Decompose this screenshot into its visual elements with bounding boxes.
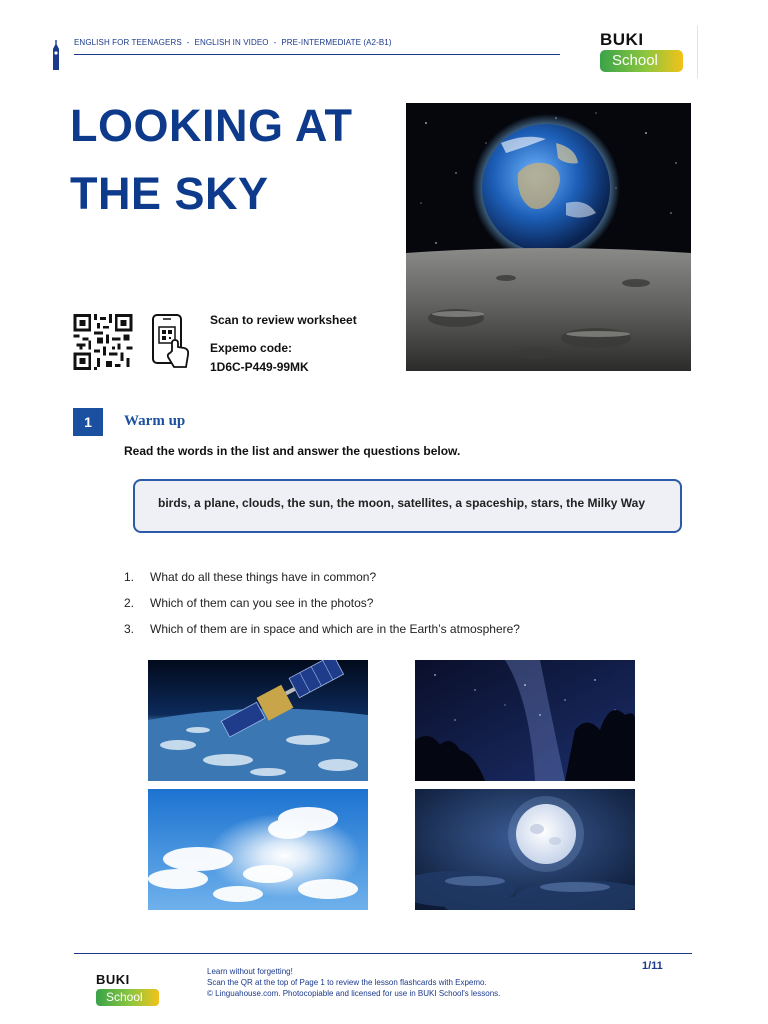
expemo-code-label: Expemo code: — [210, 341, 293, 355]
word-list: birds, a plane, clouds, the sun, the moon, satellites, a spaceship, stars, the Milky Way — [158, 496, 646, 510]
question-text: What do all these things have in common? — [150, 570, 377, 584]
logo-buki-text: BUKI — [600, 30, 644, 49]
big-ben-icon — [50, 40, 62, 70]
buki-school-logo — [600, 30, 683, 72]
question-number: 1. — [124, 570, 135, 584]
satellite-photo — [148, 660, 368, 781]
earth-over-moon-image — [406, 103, 691, 371]
crumb-separator: - — [273, 38, 277, 47]
footer-logo-buki-text: BUKI — [96, 972, 130, 987]
footer-scan-note: Scan the QR at the top of Page 1 to review the lesson flashcards with Expemo. — [207, 978, 487, 987]
question-text: Which of them can you see in the photos? — [150, 596, 374, 610]
question-number: 3. — [124, 622, 135, 636]
header-divider — [74, 54, 560, 55]
question-text: Which of them are in space and which are in the Earth’s atmosphere? — [150, 622, 520, 636]
footer-tagline: Learn without forgetting! — [207, 967, 293, 976]
logo-school-badge: School — [600, 50, 683, 72]
page-number: 1/11 — [642, 960, 663, 972]
breadcrumb — [74, 38, 560, 47]
clouds-sun-photo — [148, 789, 368, 910]
phone-scan-icon — [150, 313, 192, 371]
footer-divider — [74, 953, 692, 954]
word-list-box — [133, 479, 682, 533]
question-item — [124, 596, 520, 622]
crumb-level: PRE-INTERMEDIATE (A2-B1) — [281, 38, 392, 47]
question-item — [124, 622, 520, 648]
crumb-category: ENGLISH IN VIDEO — [194, 38, 269, 47]
instruction-text: Read the words in the list and answer the questions below. — [124, 444, 461, 458]
page-title — [70, 92, 390, 228]
title-line-2: THE SKY — [70, 168, 269, 219]
section-number: 1 — [73, 408, 103, 436]
section-title: Warm up — [124, 413, 186, 429]
scan-label: Scan to review worksheet — [210, 313, 357, 327]
question-item — [124, 570, 520, 596]
footer-buki-school-logo — [96, 972, 159, 1006]
crumb-course: ENGLISH FOR TEENAGERS — [74, 38, 182, 47]
crumb-separator: - — [186, 38, 190, 47]
header-vertical-divider — [697, 26, 698, 78]
expemo-code: 1D6C-P449-99MK — [210, 360, 309, 374]
title-line-1: LOOKING AT — [70, 100, 353, 151]
milky-way-photo — [415, 660, 635, 781]
footer-text — [207, 966, 500, 999]
qr-info — [210, 313, 357, 388]
qr-code-icon[interactable] — [73, 314, 133, 370]
question-number: 2. — [124, 596, 135, 610]
footer-logo-school-badge: School — [96, 989, 159, 1006]
footer-copyright: © Linguahouse.com. Photocopiable and licensed for use in BUKI School's lessons. — [207, 989, 501, 998]
question-list — [124, 570, 520, 648]
full-moon-photo — [415, 789, 635, 910]
